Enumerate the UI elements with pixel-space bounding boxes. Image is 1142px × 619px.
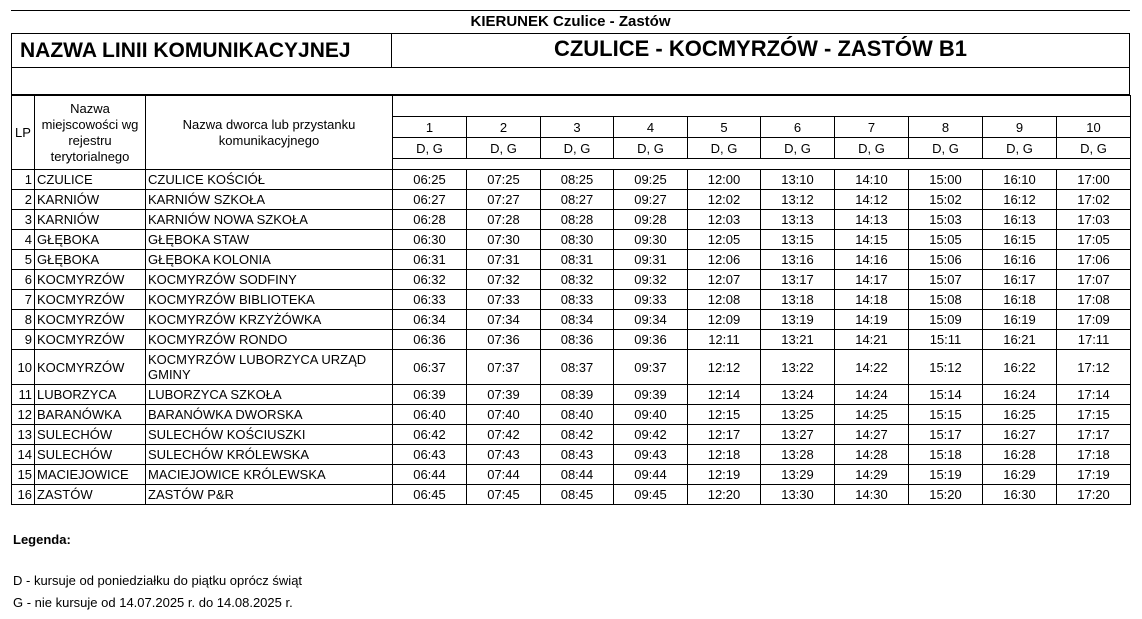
row-time: 15:14	[909, 385, 983, 405]
row-time: 07:25	[467, 170, 541, 190]
header-row-top	[12, 96, 1131, 117]
row-time: 14:17	[835, 270, 909, 290]
row-time: 12:14	[688, 385, 761, 405]
row-time: 12:07	[688, 270, 761, 290]
row-town: MACIEJOWICE	[35, 465, 146, 485]
row-time: 13:15	[761, 230, 835, 250]
row-lp: 4	[12, 230, 35, 250]
row-time: 12:03	[688, 210, 761, 230]
course-days: D, G	[467, 138, 541, 159]
row-time: 12:02	[688, 190, 761, 210]
course-number: 1	[393, 117, 467, 138]
row-time: 13:28	[761, 445, 835, 465]
row-stop: SULECHÓW KRÓLEWSKA	[146, 445, 393, 465]
table-row	[12, 250, 1131, 270]
row-time: 14:15	[835, 230, 909, 250]
lp-header: LP	[12, 96, 35, 170]
course-number: 8	[909, 117, 983, 138]
row-time: 14:25	[835, 405, 909, 425]
row-stop: KOCMYRZÓW SODFINY	[146, 270, 393, 290]
row-stop: KOCMYRZÓW RONDO	[146, 330, 393, 350]
row-time: 13:10	[761, 170, 835, 190]
row-time: 17:18	[1057, 445, 1131, 465]
course-number: 2	[467, 117, 541, 138]
course-number: 6	[761, 117, 835, 138]
row-time: 07:34	[467, 310, 541, 330]
row-time: 06:43	[393, 445, 467, 465]
course-number: 7	[835, 117, 909, 138]
legend-d: D - kursuje od poniedziałku do piątku oprócz świąt	[13, 573, 303, 588]
row-time: 09:42	[614, 425, 688, 445]
row-time: 09:44	[614, 465, 688, 485]
row-time: 06:30	[393, 230, 467, 250]
row-time: 08:36	[541, 330, 614, 350]
row-lp: 16	[12, 485, 35, 505]
row-time: 13:29	[761, 465, 835, 485]
row-stop: GŁĘBOKA STAW	[146, 230, 393, 250]
course-number: 10	[1057, 117, 1131, 138]
row-time: 09:33	[614, 290, 688, 310]
row-town: KOCMYRZÓW	[35, 350, 146, 385]
row-time: 13:30	[761, 485, 835, 505]
timetable	[11, 95, 1131, 505]
row-time: 15:11	[909, 330, 983, 350]
row-time: 16:12	[983, 190, 1057, 210]
row-time: 07:44	[467, 465, 541, 485]
timetable-body	[12, 170, 1131, 505]
row-lp: 11	[12, 385, 35, 405]
row-time: 09:39	[614, 385, 688, 405]
row-time: 08:31	[541, 250, 614, 270]
row-time: 14:30	[835, 485, 909, 505]
row-town: KOCMYRZÓW	[35, 290, 146, 310]
row-time: 09:40	[614, 405, 688, 425]
row-time: 06:45	[393, 485, 467, 505]
row-time: 09:31	[614, 250, 688, 270]
row-time: 15:20	[909, 485, 983, 505]
row-time: 17:20	[1057, 485, 1131, 505]
table-row	[12, 270, 1131, 290]
row-time: 07:27	[467, 190, 541, 210]
row-time: 15:19	[909, 465, 983, 485]
row-time: 07:31	[467, 250, 541, 270]
row-time: 16:25	[983, 405, 1057, 425]
course-days: D, G	[541, 138, 614, 159]
row-town: SULECHÓW	[35, 425, 146, 445]
row-town: BARANÓWKA	[35, 405, 146, 425]
row-time: 06:27	[393, 190, 467, 210]
row-time: 14:29	[835, 465, 909, 485]
row-time: 14:28	[835, 445, 909, 465]
table-row	[12, 445, 1131, 465]
row-time: 15:12	[909, 350, 983, 385]
row-time: 17:11	[1057, 330, 1131, 350]
row-time: 17:12	[1057, 350, 1131, 385]
course-days: D, G	[1057, 138, 1131, 159]
row-time: 07:40	[467, 405, 541, 425]
row-time: 16:19	[983, 310, 1057, 330]
row-time: 08:30	[541, 230, 614, 250]
row-time: 09:32	[614, 270, 688, 290]
row-time: 14:12	[835, 190, 909, 210]
row-time: 16:21	[983, 330, 1057, 350]
row-town: KARNIÓW	[35, 210, 146, 230]
course-days: D, G	[614, 138, 688, 159]
row-time: 16:30	[983, 485, 1057, 505]
table-row	[12, 170, 1131, 190]
row-time: 08:37	[541, 350, 614, 385]
row-time: 12:20	[688, 485, 761, 505]
row-lp: 13	[12, 425, 35, 445]
row-time: 08:39	[541, 385, 614, 405]
row-town: SULECHÓW	[35, 445, 146, 465]
row-time: 12:00	[688, 170, 761, 190]
row-time: 07:33	[467, 290, 541, 310]
row-time: 17:08	[1057, 290, 1131, 310]
row-time: 06:28	[393, 210, 467, 230]
row-time: 13:12	[761, 190, 835, 210]
table-row	[12, 210, 1131, 230]
row-time: 13:18	[761, 290, 835, 310]
timetable-document	[11, 10, 1130, 505]
row-time: 15:15	[909, 405, 983, 425]
course-days: D, G	[393, 138, 467, 159]
row-time: 14:24	[835, 385, 909, 405]
row-stop: CZULICE KOŚCIÓŁ	[146, 170, 393, 190]
course-number: 4	[614, 117, 688, 138]
row-stop: MACIEJOWICE KRÓLEWSKA	[146, 465, 393, 485]
row-time: 12:11	[688, 330, 761, 350]
row-time: 16:16	[983, 250, 1057, 270]
row-time: 14:19	[835, 310, 909, 330]
row-time: 17:06	[1057, 250, 1131, 270]
row-time: 06:32	[393, 270, 467, 290]
row-time: 06:36	[393, 330, 467, 350]
row-time: 09:36	[614, 330, 688, 350]
row-time: 12:08	[688, 290, 761, 310]
row-town: LUBORZYCA	[35, 385, 146, 405]
row-time: 12:05	[688, 230, 761, 250]
row-time: 17:07	[1057, 270, 1131, 290]
row-town: KARNIÓW	[35, 190, 146, 210]
row-time: 15:06	[909, 250, 983, 270]
row-time: 08:42	[541, 425, 614, 445]
line-name: CZULICE - KOCMYRZÓW - ZASTÓW B1	[553, 36, 968, 61]
row-time: 16:27	[983, 425, 1057, 445]
course-days: D, G	[983, 138, 1057, 159]
row-lp: 7	[12, 290, 35, 310]
row-time: 12:19	[688, 465, 761, 485]
town-header: Nazwa miejscowości wg rejestru terytorialnego	[35, 96, 146, 170]
direction-title: KIERUNEK Czulice - Zastów	[11, 10, 1130, 33]
row-time: 15:18	[909, 445, 983, 465]
row-lp: 12	[12, 405, 35, 425]
row-time: 13:17	[761, 270, 835, 290]
row-time: 13:25	[761, 405, 835, 425]
table-row	[12, 425, 1131, 445]
row-time: 16:15	[983, 230, 1057, 250]
row-time: 13:16	[761, 250, 835, 270]
row-time: 08:27	[541, 190, 614, 210]
row-time: 07:42	[467, 425, 541, 445]
row-stop: KOCMYRZÓW KRZYŻÓWKA	[146, 310, 393, 330]
legend-g: G - nie kursuje od 14.07.2025 r. do 14.08.2025 r.	[13, 595, 293, 610]
row-time: 09:45	[614, 485, 688, 505]
row-stop: GŁĘBOKA KOLONIA	[146, 250, 393, 270]
course-days: D, G	[835, 138, 909, 159]
row-time: 13:21	[761, 330, 835, 350]
row-time: 12:12	[688, 350, 761, 385]
row-lp: 9	[12, 330, 35, 350]
row-time: 07:30	[467, 230, 541, 250]
row-time: 08:44	[541, 465, 614, 485]
course-number: 9	[983, 117, 1057, 138]
row-lp: 2	[12, 190, 35, 210]
line-name-label: NAZWA LINII KOMUNIKACYJNEJ	[12, 34, 392, 67]
row-time: 14:27	[835, 425, 909, 445]
row-time: 06:33	[393, 290, 467, 310]
course-number: 5	[688, 117, 761, 138]
row-time: 09:30	[614, 230, 688, 250]
row-town: CZULICE	[35, 170, 146, 190]
row-time: 07:43	[467, 445, 541, 465]
row-stop: BARANÓWKA DWORSKA	[146, 405, 393, 425]
row-time: 17:05	[1057, 230, 1131, 250]
row-time: 13:24	[761, 385, 835, 405]
row-time: 09:25	[614, 170, 688, 190]
row-time: 06:25	[393, 170, 467, 190]
row-stop: LUBORZYCA SZKOŁA	[146, 385, 393, 405]
row-time: 16:10	[983, 170, 1057, 190]
row-time: 15:09	[909, 310, 983, 330]
row-stop: KOCMYRZÓW BIBLIOTEKA	[146, 290, 393, 310]
row-time: 16:17	[983, 270, 1057, 290]
row-time: 13:22	[761, 350, 835, 385]
row-time: 15:08	[909, 290, 983, 310]
row-time: 17:17	[1057, 425, 1131, 445]
row-time: 08:33	[541, 290, 614, 310]
table-row	[12, 190, 1131, 210]
row-time: 16:22	[983, 350, 1057, 385]
course-days: D, G	[688, 138, 761, 159]
course-days: D, G	[761, 138, 835, 159]
row-time: 06:42	[393, 425, 467, 445]
row-time: 15:02	[909, 190, 983, 210]
row-stop: KARNIÓW NOWA SZKOŁA	[146, 210, 393, 230]
row-lp: 3	[12, 210, 35, 230]
line-title-row	[11, 33, 1130, 68]
row-stop: KARNIÓW SZKOŁA	[146, 190, 393, 210]
row-time: 06:37	[393, 350, 467, 385]
row-time: 14:18	[835, 290, 909, 310]
row-stop: KOCMYRZÓW LUBORZYCA URZĄD GMINY	[146, 350, 393, 385]
row-town: KOCMYRZÓW	[35, 310, 146, 330]
row-lp: 5	[12, 250, 35, 270]
table-row	[12, 485, 1131, 505]
row-time: 14:22	[835, 350, 909, 385]
row-time: 09:27	[614, 190, 688, 210]
row-time: 17:03	[1057, 210, 1131, 230]
table-row	[12, 405, 1131, 425]
row-time: 09:43	[614, 445, 688, 465]
row-time: 16:24	[983, 385, 1057, 405]
row-time: 08:43	[541, 445, 614, 465]
row-time: 08:40	[541, 405, 614, 425]
row-time: 07:36	[467, 330, 541, 350]
row-town: GŁĘBOKA	[35, 250, 146, 270]
row-time: 09:28	[614, 210, 688, 230]
row-time: 15:05	[909, 230, 983, 250]
table-row	[12, 290, 1131, 310]
row-time: 08:32	[541, 270, 614, 290]
row-time: 14:10	[835, 170, 909, 190]
row-time: 09:34	[614, 310, 688, 330]
row-town: ZASTÓW	[35, 485, 146, 505]
row-time: 14:13	[835, 210, 909, 230]
row-time: 08:34	[541, 310, 614, 330]
row-time: 15:00	[909, 170, 983, 190]
table-row	[12, 330, 1131, 350]
row-time: 17:14	[1057, 385, 1131, 405]
row-town: GŁĘBOKA	[35, 230, 146, 250]
row-lp: 10	[12, 350, 35, 385]
row-time: 12:17	[688, 425, 761, 445]
row-town: KOCMYRZÓW	[35, 270, 146, 290]
table-row	[12, 310, 1131, 330]
row-time: 08:28	[541, 210, 614, 230]
row-time: 12:09	[688, 310, 761, 330]
row-lp: 15	[12, 465, 35, 485]
stop-header: Nazwa dworca lub przystanku komunikacyjnego	[146, 96, 393, 170]
row-time: 12:18	[688, 445, 761, 465]
course-days: D, G	[909, 138, 983, 159]
course-number: 3	[541, 117, 614, 138]
row-time: 16:28	[983, 445, 1057, 465]
row-time: 13:13	[761, 210, 835, 230]
row-time: 15:07	[909, 270, 983, 290]
row-lp: 1	[12, 170, 35, 190]
row-time: 17:15	[1057, 405, 1131, 425]
row-time: 07:37	[467, 350, 541, 385]
row-time: 17:19	[1057, 465, 1131, 485]
row-time: 07:28	[467, 210, 541, 230]
table-row	[12, 350, 1131, 385]
row-lp: 8	[12, 310, 35, 330]
table-row	[12, 230, 1131, 250]
row-time: 06:44	[393, 465, 467, 485]
row-time: 17:02	[1057, 190, 1131, 210]
row-time: 06:39	[393, 385, 467, 405]
table-row	[12, 385, 1131, 405]
row-time: 13:27	[761, 425, 835, 445]
row-lp: 14	[12, 445, 35, 465]
blank-row	[11, 68, 1130, 95]
row-time: 16:18	[983, 290, 1057, 310]
row-time: 14:16	[835, 250, 909, 270]
row-lp: 6	[12, 270, 35, 290]
row-time: 06:34	[393, 310, 467, 330]
row-time: 07:39	[467, 385, 541, 405]
row-time: 06:31	[393, 250, 467, 270]
legend-title: Legenda:	[13, 532, 71, 547]
row-time: 15:03	[909, 210, 983, 230]
row-time: 07:45	[467, 485, 541, 505]
row-time: 14:21	[835, 330, 909, 350]
row-time: 13:19	[761, 310, 835, 330]
row-time: 12:15	[688, 405, 761, 425]
row-time: 08:45	[541, 485, 614, 505]
row-time: 12:06	[688, 250, 761, 270]
row-town: KOCMYRZÓW	[35, 330, 146, 350]
row-time: 09:37	[614, 350, 688, 385]
row-time: 16:13	[983, 210, 1057, 230]
row-time: 08:25	[541, 170, 614, 190]
row-time: 15:17	[909, 425, 983, 445]
row-time: 17:00	[1057, 170, 1131, 190]
row-time: 06:40	[393, 405, 467, 425]
row-time: 17:09	[1057, 310, 1131, 330]
row-time: 16:29	[983, 465, 1057, 485]
row-stop: ZASTÓW P&R	[146, 485, 393, 505]
row-time: 07:32	[467, 270, 541, 290]
table-row	[12, 465, 1131, 485]
header-gap	[393, 96, 1131, 117]
row-stop: SULECHÓW KOŚCIUSZKI	[146, 425, 393, 445]
